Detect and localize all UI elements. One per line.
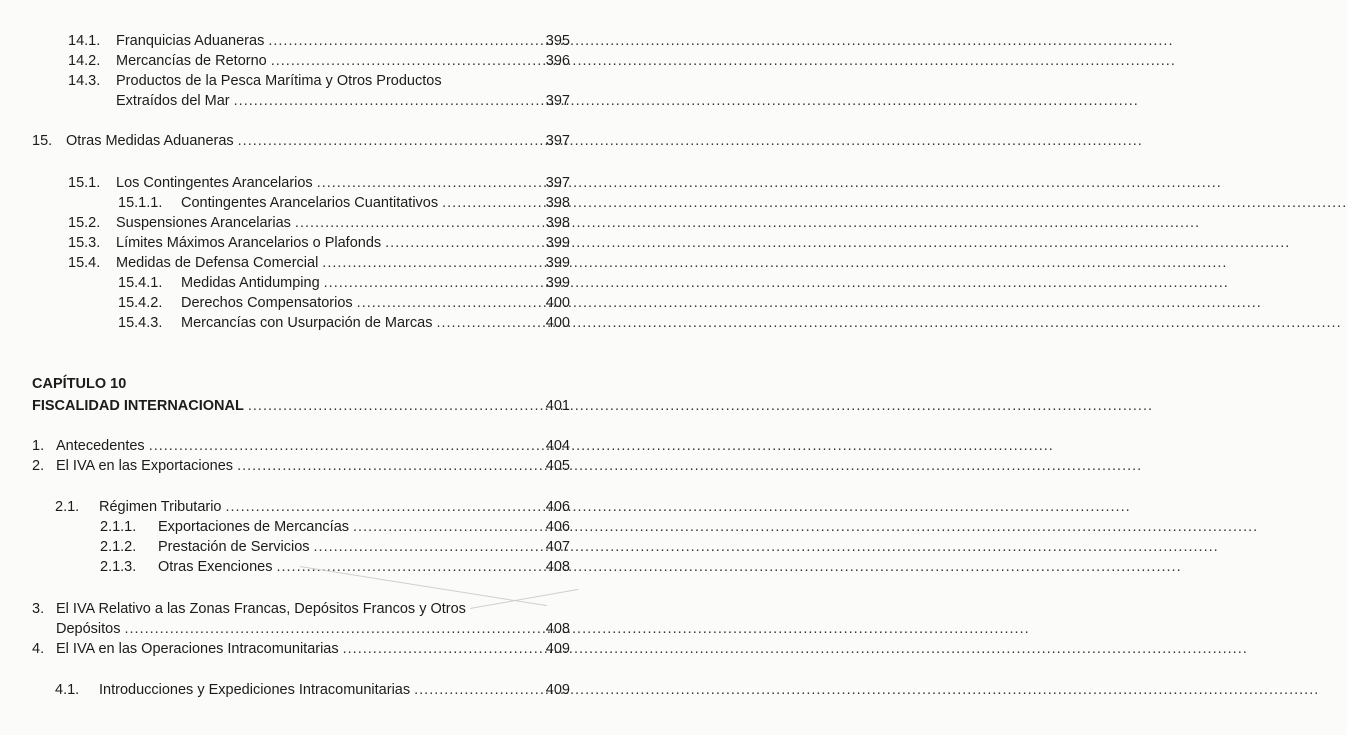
entry-number: 2.1.3.: [100, 559, 137, 575]
leader-dots: [357, 294, 1262, 312]
entry-number: 15.3.: [68, 235, 101, 251]
toc-entry: [0, 172, 600, 192]
entry-title: Medidas Antidumping: [181, 275, 320, 291]
toc-entry: [0, 212, 600, 232]
entry-title: Prestación de Servicios: [158, 539, 310, 555]
entry-page: 399: [545, 235, 570, 251]
leader-dots: [226, 498, 1131, 516]
leader-dots: [268, 32, 1173, 50]
entry-page: 398: [545, 215, 570, 231]
leader-dots: [353, 518, 1258, 536]
entry-number: 15.1.1.: [118, 195, 163, 211]
entry-title: Depósitos: [56, 621, 121, 637]
entry-title: Suspensiones Arancelarias: [116, 215, 291, 231]
entry-number: 4.1.: [55, 682, 80, 698]
chapter-title: FISCALIDAD INTERNACIONAL: [32, 398, 244, 414]
entry-title: Derechos Compensatorios: [181, 295, 353, 311]
toc-entry-continuation: [0, 90, 600, 110]
toc-page: [0, 0, 600, 735]
leader-dots: [124, 620, 1029, 638]
toc-entry: [0, 455, 600, 475]
entry-number: 15.1.: [68, 175, 101, 191]
entry-title: Mercancías de Retorno: [116, 53, 267, 69]
entry-number: 2.1.1.: [100, 519, 137, 535]
entry-number: 2.1.2.: [100, 539, 137, 555]
entry-number: 15.4.3.: [118, 315, 163, 331]
entry-title: Límites Máximos Arancelarios o Plafonds: [116, 235, 382, 251]
entry-page: 400: [545, 295, 570, 311]
leader-dots: [322, 254, 1227, 272]
toc-entry: [0, 272, 600, 292]
leader-dots: [149, 437, 1054, 455]
entry-title: Otras Medidas Aduaneras: [66, 133, 234, 149]
entry-page: 397: [545, 133, 570, 149]
chapter-label: [0, 373, 600, 393]
entry-page: 401: [545, 398, 570, 414]
entry-number: 4.: [32, 641, 45, 657]
entry-page: 396: [545, 53, 570, 69]
toc-entry: [0, 435, 600, 455]
entry-title: Mercancías con Usurpación de Marcas: [181, 315, 433, 331]
entry-title: Medidas de Defensa Comercial: [116, 255, 319, 271]
entry-title: Introducciones y Expediciones Intracomunitarias: [99, 682, 411, 698]
entry-page: 406: [545, 499, 570, 515]
toc-entry: [0, 312, 600, 332]
leader-dots: [248, 397, 1153, 415]
entry-title: El IVA en las Exportaciones: [56, 458, 234, 474]
toc-entry: [0, 70, 600, 90]
entry-title: Régimen Tributario: [99, 499, 222, 515]
entry-page: 408: [545, 621, 570, 637]
leader-dots: [234, 92, 1139, 110]
entry-page: 398: [545, 195, 570, 211]
leader-dots: [317, 174, 1222, 192]
leader-dots: [436, 314, 1341, 332]
chapter-title-entry: [0, 395, 600, 415]
entry-page: 407: [545, 539, 570, 555]
toc-entry: [0, 192, 600, 212]
entry-number: 2.: [32, 458, 45, 474]
entry-number: 15.4.2.: [118, 295, 163, 311]
entry-number: 14.1.: [68, 33, 101, 49]
entry-number: 14.3.: [68, 73, 101, 89]
entry-page: 400: [545, 315, 570, 331]
toc-entry: [0, 130, 600, 150]
entry-number: 3.: [32, 601, 45, 617]
entry-title: Contingentes Arancelarios Cuantitativos: [181, 195, 439, 211]
toc-entry: [0, 292, 600, 312]
entry-number: 1.: [32, 438, 45, 454]
entry-page: 404: [545, 438, 570, 454]
entry-number: 2.1.: [55, 499, 80, 515]
entry-page: 409: [545, 641, 570, 657]
entry-page: 409: [545, 682, 570, 698]
entry-page: 397: [545, 175, 570, 191]
toc-entry: [0, 232, 600, 252]
leader-dots: [385, 234, 1290, 252]
entry-number: 15.2.: [68, 215, 101, 231]
entry-number: 15.: [32, 133, 53, 149]
toc-entry: [0, 50, 600, 70]
entry-title: Franquicias Aduaneras: [116, 33, 265, 49]
leader-dots: [271, 52, 1176, 70]
leader-dots: [276, 558, 1181, 576]
entry-number: 15.4.: [68, 255, 101, 271]
leader-dots: [238, 132, 1143, 150]
entry-page: 406: [545, 519, 570, 535]
entry-page: 405: [545, 458, 570, 474]
leader-dots: [295, 214, 1200, 232]
entry-title: Los Contingentes Arancelarios: [116, 175, 313, 191]
toc-entry: [0, 30, 600, 50]
entry-page: 408: [545, 559, 570, 575]
entry-title: Productos de la Pesca Marítima y Otros Productos: [116, 73, 442, 89]
entry-title: El IVA Relativo a las Zonas Francas, Depósitos Francos y Otros: [56, 601, 466, 617]
entry-page: 399: [545, 255, 570, 271]
toc-entry: [0, 252, 600, 272]
leader-dots: [314, 538, 1219, 556]
entry-title: Otras Exenciones: [158, 559, 273, 575]
toc-entry: [0, 536, 600, 556]
entry-number: 15.4.1.: [118, 275, 163, 291]
toc-entry-continuation: [0, 618, 600, 638]
toc-entry: [0, 516, 600, 536]
leader-dots: [442, 194, 1347, 212]
entry-title: Antecedentes: [56, 438, 145, 454]
chapter-number: CAPÍTULO 10: [32, 376, 127, 392]
entry-title: Exportaciones de Mercancías: [158, 519, 350, 535]
leader-dots: [237, 457, 1142, 475]
leader-dots: [324, 274, 1229, 292]
toc-entry: [0, 679, 600, 699]
toc-entry: [0, 638, 600, 658]
leader-dots: [343, 640, 1248, 658]
entry-title: El IVA en las Operaciones Intracomunitarias: [56, 641, 339, 657]
toc-entry: [0, 496, 600, 516]
entry-page: 399: [545, 275, 570, 291]
entry-number: 14.2.: [68, 53, 101, 69]
entry-page: 397: [545, 93, 570, 109]
entry-page: 395: [545, 33, 570, 49]
entry-title: Extraídos del Mar: [116, 93, 230, 109]
